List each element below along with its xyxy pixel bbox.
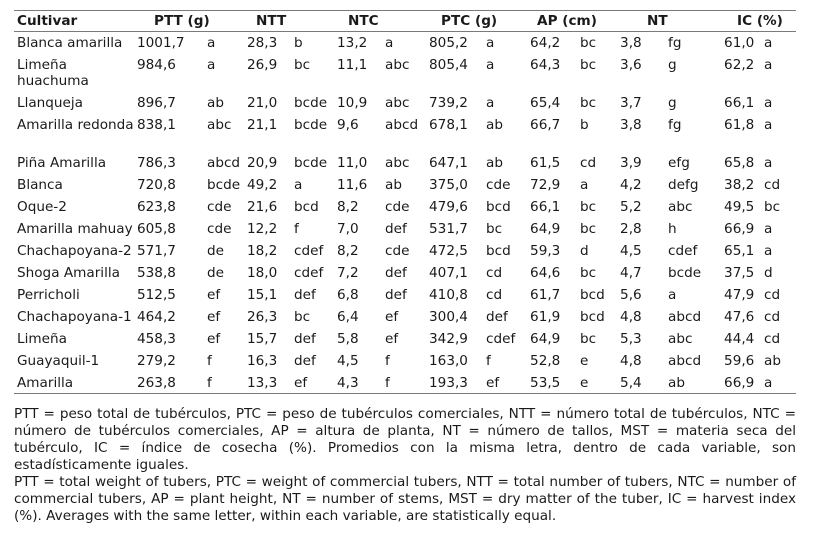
cell-ptc-group: f [486,352,491,369]
cell-ptc-group: cdef [486,330,516,347]
cell-nt: 4,8 [620,352,642,369]
cell-ntt-group: bc [294,308,311,325]
table-row [14,262,796,284]
cell-ntc-group: f [385,352,390,369]
cell-ap-group: bc [580,35,597,51]
cell-ap: 64,9 [530,330,561,347]
cell-ntc-group: ef [385,330,399,347]
cell-ntc: 9,6 [337,116,359,133]
cell-ic: 49,5 [724,198,755,215]
cell-ptc-group: cd [486,264,503,281]
table-header [14,11,796,32]
cell-ic-group: cd [764,308,781,325]
cell-nt: 4,8 [620,308,642,325]
header-nt: NT [617,11,721,32]
cell-ntt-group: bcde [294,116,328,133]
cell-ptc: 410,8 [429,286,468,303]
cell-ptc-group: ef [483,372,527,394]
cell-ntt: 15,7 [247,330,278,347]
cell-ntt-group: bcde [294,154,328,171]
cell-ntt: 15,1 [247,286,278,303]
table-row [14,114,796,152]
cell-nt-group: fg [668,35,682,51]
cell-nt: 3,8 [620,116,642,133]
cell-ptc: 472,5 [429,242,468,259]
cell-cultivar: Llanqueja [17,94,84,111]
cell-ntt-group: bc [294,56,311,73]
cell-ic-group: a [764,35,773,51]
cell-nt-group: fg [668,116,682,133]
cell-ap: 66,7 [530,116,561,133]
cell-nt: 2,8 [620,220,642,237]
cell-ap-group: bc [580,56,597,73]
cell-ntt-group: f [294,220,299,237]
cell-ntt: 18,0 [247,264,278,281]
cell-ic: 61,8 [724,116,755,133]
cell-ntc: 4,3 [334,372,382,394]
cell-ntc-group: a [385,35,394,51]
table-row [14,240,796,262]
cell-ntc: 6,4 [337,308,359,325]
cell-ic-group: a [764,220,773,237]
cell-ap: 64,9 [530,220,561,237]
cell-cultivar: Perricholi [17,286,80,303]
cell-ntc-group: abc [385,154,410,171]
cell-ap-group: bc [580,198,597,215]
cell-ptt-group: ab [207,94,224,111]
cell-ap: 61,5 [530,154,561,171]
cell-nt-group: abc [668,198,693,215]
cell-ntt-group: ef [291,372,334,394]
cell-nt-group: h [668,220,677,237]
cell-ptt-group: a [207,56,216,73]
cell-ap-group: bc [580,330,597,347]
cell-ap: 64,3 [530,56,561,73]
cell-ic-group: cd [764,286,781,303]
cell-ap: 52,8 [530,352,561,369]
cell-ptt-group: ef [207,330,221,347]
cell-cultivar: Piña Amarilla [17,154,107,171]
cell-ap: 61,7 [530,286,561,303]
cell-ntt: 12,2 [247,220,278,237]
cell-nt-group: g [668,56,677,73]
cell-ptt: 263,8 [134,372,204,394]
cell-ic: 47,9 [724,286,755,303]
cell-nt: 4,2 [620,176,642,193]
cell-ic-group: cd [764,176,781,193]
cell-ntt-group: a [294,176,303,193]
cell-ptc: 375,0 [429,176,468,193]
cell-nt-group: bcde [668,264,702,281]
cell-ic-group: a [764,116,773,133]
cell-ptt: 571,7 [137,242,176,259]
cell-ntc: 7,2 [337,264,359,281]
cell-ntt: 28,3 [247,35,278,51]
cell-nt: 3,7 [620,94,642,111]
cell-ptc: 407,1 [429,264,468,281]
cell-ap-group: bc [580,94,597,111]
cell-ap: 72,9 [530,176,561,193]
cell-nt: 3,9 [620,154,642,171]
cell-ntt: 21,6 [247,198,278,215]
table-row [14,152,796,174]
cell-ntt: 21,1 [247,116,278,133]
cell-ptc-group: a [486,35,495,51]
cell-ap: 64,2 [530,35,561,51]
header-ptc: PTC (g) [426,11,527,32]
cell-nt-group: defg [668,176,699,193]
cell-ptc: 163,0 [429,352,468,369]
cell-ptc-group: cde [486,176,511,193]
cell-ntc-group: def [385,286,407,303]
cell-ptc: 479,6 [429,198,468,215]
cell-ntc-group: abc [385,56,410,73]
cell-ntt: 20,9 [247,154,278,171]
cell-nt-group: abcd [668,308,702,325]
cell-ptt: 464,2 [137,308,176,325]
header-cultivar: Cultivar [14,11,134,32]
cell-nt: 4,5 [620,242,642,259]
cell-ic: 61,0 [724,35,755,51]
cell-ntt-group: b [294,35,303,51]
cell-ptt: 1001,7 [137,35,185,51]
cell-ntc-group: cde [385,198,410,215]
cell-ic-group: a [764,242,773,259]
table-body [14,32,796,394]
cell-ptt: 786,3 [137,154,176,171]
cell-ptc-group: bcd [486,242,511,259]
table-row [14,306,796,328]
cell-nt-group: abc [668,330,693,347]
cell-ntc: 6,8 [337,286,359,303]
cell-nt: 4,7 [620,264,642,281]
cell-ptt: 605,8 [137,220,176,237]
cell-cultivar: Shoga Amarilla [17,264,120,281]
cell-cultivar: Chachapoyana-2 [17,242,132,259]
header-ptt: PTT (g) [134,11,244,32]
cell-ptc: 647,1 [429,154,468,171]
cell-ptt-group: f [207,352,212,369]
cell-ptc: 193,3 [426,372,483,394]
cell-ptt-group: cde [207,198,232,215]
cell-ap-group: a [580,176,589,193]
cell-ntc: 8,2 [337,198,359,215]
cell-ntc: 11,0 [337,154,368,171]
cell-ap-group: bc [580,264,597,281]
cell-ptt-group: ef [207,286,221,303]
cell-ic: 59,6 [724,352,755,369]
cell-ntt-group: cdef [294,242,324,259]
header-ap: AP (cm) [527,11,617,32]
cell-ptc-group: bc [486,220,503,237]
results-table [14,10,796,394]
cell-ap-group: bcd [580,308,605,325]
cell-ptt-group: de [207,242,224,259]
table-row [14,350,796,372]
cell-ntc: 4,5 [337,352,359,369]
cell-ptc: 342,9 [429,330,468,347]
cell-nt: 5,3 [620,330,642,347]
cell-ap: 66,1 [530,198,561,215]
cell-ptc-group: ab [486,116,503,133]
cell-ap-group: b [580,116,589,133]
cell-ptt: 512,5 [137,286,176,303]
cell-ap-group: e [577,372,617,394]
table-row [14,218,796,240]
table-row [14,54,796,92]
cell-ntc-group: cde [385,242,410,259]
cell-ntt-group: def [294,330,316,347]
table-row [14,32,796,54]
cell-ntc-group: ab [385,176,402,193]
cell-ic: 38,2 [724,176,755,193]
cell-ic-group: ab [764,352,782,369]
cell-nt: 3,6 [620,56,642,73]
cell-cultivar: Guayaquil-1 [17,352,100,369]
cell-cultivar: Amarilla redonda [17,116,134,133]
cell-ptt: 279,2 [137,352,176,369]
cell-ntc: 10,9 [337,94,368,111]
footnote-spanish: PTT = peso total de tubérculos, PTC = peso de tubérculos comerciales, NTT = número total de tubérculos, NTC = número de tubérculos comerciales, AP = altura de planta, NT = número de tallos, MST = materia seca del tubérculo, IC = índice de cosecha (%). Promedios con la misma letra, dentro de cada variable, son estadísticamente iguales. [14,406,796,473]
cell-ap: 59,3 [530,242,561,259]
cell-ptt-group: abc [207,116,232,133]
cell-ap-group: cd [580,154,597,171]
cell-cultivar: Amarilla [14,372,134,394]
cell-ptc: 805,2 [429,35,468,51]
cell-nt-group: g [668,94,677,111]
cell-ptt-group: a [207,35,216,51]
header-ntt: NTT [244,11,334,32]
cell-cultivar: Limeña huachuma [17,56,89,89]
cell-ap: 64,6 [530,264,561,281]
cell-ntt-group: bcd [294,198,319,215]
cell-nt-group: a [668,286,677,303]
cell-ntc: 11,6 [337,176,368,193]
cell-ptc-group: ab [486,154,503,171]
cell-ptt: 538,8 [137,264,176,281]
cell-ic-group: a [764,94,773,111]
cell-ap-group: bc [580,220,597,237]
cell-ntc-group: def [385,220,407,237]
header-ntc: NTC [334,11,426,32]
cell-nt: 5,2 [620,198,642,215]
cell-ptc-group: a [486,94,495,111]
cell-ptc: 739,2 [429,94,468,111]
cell-nt-group: ab [665,372,721,394]
cell-ic: 65,8 [724,154,755,171]
cell-ic-group: cd [764,330,781,347]
cell-ptt: 458,3 [137,330,176,347]
cell-ptc: 531,7 [429,220,468,237]
cell-ntt: 26,3 [247,308,278,325]
cell-ic: 66,9 [721,372,761,394]
cell-nt: 5,6 [620,286,642,303]
cell-ntc-group: abc [385,94,410,111]
cell-ptt-group: cde [207,220,232,237]
cell-ic-group: d [764,264,773,281]
cell-ntt-group: def [294,352,316,369]
cell-cultivar: Oque-2 [17,198,67,215]
cell-cultivar: Chachapoyana-1 [17,308,132,325]
cell-ic-group: a [761,372,796,394]
cell-nt: 3,8 [620,35,642,51]
cell-nt: 5,4 [617,372,665,394]
cell-ntt: 49,2 [247,176,278,193]
cell-ntc-group: ef [385,308,399,325]
cell-ic: 44,4 [724,330,755,347]
cell-ptt-group: ef [207,308,221,325]
footnote-english: PTT = total weight of tubers, PTC = weight of commercial tubers, NTT = total number of tubers, NTC = number of commercial tubers, AP = plant height, NT = number of stems, MST = dry matter of the tuber, IC = harvest index (%). Averages with the same letter, within each variable, are statistically equal. [14,474,796,524]
cell-cultivar: Limeña [17,330,67,347]
cell-ic: 37,5 [724,264,755,281]
cell-ntt-group: def [294,286,316,303]
cell-ptt: 984,6 [137,56,176,73]
table-row [14,284,796,306]
table-footnotes [14,406,796,525]
cell-ptt-group: abcd [207,154,241,171]
cell-ntt-group: cdef [294,264,324,281]
cell-ptt: 720,8 [137,176,176,193]
cell-ntc: 8,2 [337,242,359,259]
cell-ic: 47,6 [724,308,755,325]
table-row [14,328,796,350]
cell-ap-group: e [580,352,589,369]
cell-ptt: 838,1 [137,116,176,133]
cell-nt-group: efg [668,154,690,171]
cell-ic-group: bc [764,198,781,215]
cell-ptc: 678,1 [429,116,468,133]
cell-ic: 62,2 [724,56,755,73]
cell-ic: 66,1 [724,94,755,111]
cell-ptc: 300,4 [429,308,468,325]
cell-ptc-group: a [486,56,495,73]
cell-nt-group: cdef [668,242,698,259]
cell-ptc-group: def [486,308,508,325]
cell-ptt-group: de [207,264,224,281]
cell-ptt-group: f [204,372,244,394]
cell-ntc-group: abcd [385,116,419,133]
cell-ptt-group: bcde [207,176,241,193]
cell-ntc-group: f [382,372,426,394]
cell-ap-group: bcd [580,286,605,303]
cell-ntc: 11,1 [337,56,368,73]
header-row [14,11,796,32]
table-row [14,174,796,196]
cell-ntc: 13,2 [337,35,368,51]
cell-ic-group: a [764,154,773,171]
cell-ap: 53,5 [527,372,577,394]
cell-cultivar: Blanca amarilla [17,35,123,51]
cell-ntt-group: bcde [294,94,328,111]
cell-ptt: 896,7 [137,94,176,111]
table-row [14,196,796,218]
cell-ptc: 805,4 [429,56,468,73]
cell-ic: 65,1 [724,242,755,259]
table-row [14,372,796,394]
cell-ptt: 623,8 [137,198,176,215]
cell-ap-group: d [580,242,589,259]
cell-ntt: 18,2 [247,242,278,259]
cell-ntc: 5,8 [337,330,359,347]
cell-ntc: 7,0 [337,220,359,237]
header-ic: IC (%) [721,11,796,32]
cell-ptc-group: bcd [486,198,511,215]
cell-ntt: 26,9 [247,56,278,73]
cell-ap: 65,4 [530,94,561,111]
cell-nt-group: abcd [668,352,702,369]
cell-ic-group: a [764,56,773,73]
cell-ic: 66,9 [724,220,755,237]
table-row [14,92,796,114]
cell-ap: 61,9 [530,308,561,325]
cell-cultivar: Amarilla mahuay [17,220,133,237]
cell-ntt: 13,3 [244,372,291,394]
cell-ntt: 16,3 [247,352,278,369]
cell-cultivar: Blanca [17,176,63,193]
cell-ntc-group: def [385,264,407,281]
cell-ntt: 21,0 [247,94,278,111]
cell-ptc-group: cd [486,286,503,303]
